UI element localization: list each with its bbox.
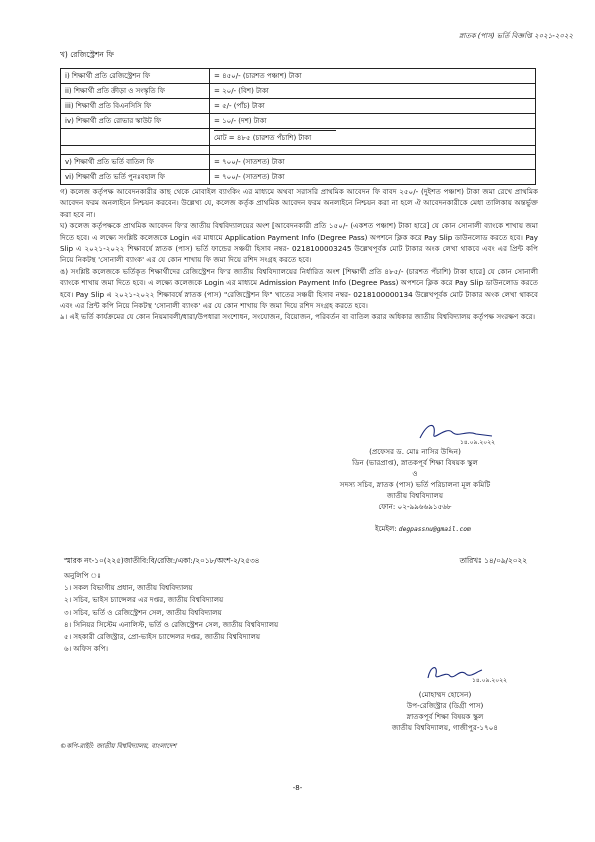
list-item: ৩। সচিব, ভর্তি ও রেজিস্ট্রেশন সেল, জাতীয় বিশ্ববিদ্যালয় <box>64 607 222 617</box>
paragraph-9: ৯। এই ভর্তি কার্যক্রমের যে কোন নিয়মাবলী/ধারা/উপধারা সংশোধন, সংযোজন, বিয়োজন, পরিবর্তন বা বাতিল করার অধিকার জাতীয় বিশ্ববিদ্যালয় কর্তৃপক্ষ সংরক্ষণ করে। <box>60 312 536 322</box>
fee-label: iv) শিক্ষার্থী প্রতি রোভার স্কাউট ফি <box>61 114 210 129</box>
signature-block-1 <box>300 446 530 512</box>
table-row <box>61 146 536 155</box>
signatory-name: (প্রফেসর ড. মোঃ নাসির উদ্দিন) <box>369 447 461 456</box>
fee-total-text: মোট = ৪৮৫ (চারশত পঁচাশি) টাকা <box>214 134 312 142</box>
signatory-org: জাতীয় বিশ্ববিদ্যালয়, গাজীপুর-১৭০৪ <box>391 723 499 732</box>
paragraph-uma: ঙ) সংশ্লিষ্ট কলেজকে ভর্তিকৃত শিক্ষার্থীদের রেজিস্ট্রেশন ফি'র জাতীয় বিশ্ববিদ্যালয়ের নির্ধারিত অংশ [শিক্ষার্থী প্রতি ৪৮৫/- (চারশত পঁচাশি) টাকা হারে] যে কোন সোনালী ব্যাংকে শাখায় জমা দিতে হবে। এ লক্ষ্যে কলেজকে Login এর মাধ্যমে Admission Payment Info (Degree Pass) অপশনে ক্লিক করে Pay Slip ডাউনলোড করতে হবে। Pay Slip এ ২০২১-২০২২ শিক্ষাবর্ষে স্নাতক (পাস) "রেজিস্ট্রেশন ফি" খাতের সঞ্চয়ী হিসাব নম্বর- 0218100000134 উল্লেখপূর্বক মোট টাকার অংক লেখা থাকবে এবং এর প্রিন্ট কপি নিয়ে নিকটস্থ 'সোনালী ব্যাংক' এর যে কোন শাখায় ফি জমা দিয়ে রশিদ সংগ্রহ করতে হবে। <box>60 266 538 311</box>
copies-list <box>64 570 278 655</box>
paragraph-ga: গ) কলেজ কর্তৃপক্ষ আবেদনকারীর কাছ থেকে মোবাইল ব্যাংকিং এর মাধ্যমে অথবা সরাসরি প্রাথমিক আবেদন ফি বাবদ ২৫০/- (দুইশত পঞ্চাশ) টাকা জমা রেখে প্রাথমিক আবেদন ফরম অনলাইনে নিশ্চয়ন করবেন। উল্লেখ্য যে, কলেজ কর্তৃক প্রাথমিক আবেদন ফরম অনলাইনে নিশ্চয়ন করা না হলে ঐ আবেদনকারীকে মেধা তালিকায় অন্তর্ভুক্ত করা হবে না। <box>60 187 538 219</box>
fee-value: = ১০/- (দশ) টাকা <box>210 114 536 129</box>
memo-number: স্মারক নং-১০(২২৫)জাতীবি:বি/রেজি:/একা:/২০১৮/অংশ-২/২৫৩৪ <box>64 556 260 565</box>
fee-label: i) শিক্ষার্থী প্রতি রেজিস্ট্রেশন ফি <box>61 69 210 84</box>
table-row <box>61 99 536 114</box>
table-row <box>61 69 536 84</box>
paragraph-gha: ঘ) কলেজ কর্তৃপক্ষকে প্রাথমিক আবেদন ফি'র জাতীয় বিশ্ববিদ্যালয়ের অংশ [আবেদনকারী প্রতি ১৫০/- (একশত পঞ্চাশ) টাকা হারে] যে কোন সোনালী ব্যাংকে শাখায় জমা দিতে হবে। এ লক্ষ্যে সংশ্লিষ্ট কলেজকে Login এর মাধ্যমে Application Payment Info (Degree Pass) অপশনে ক্লিক করে Pay Slip ডাউনলোড করতে হবে। Pay Slip এ ২০২১-২০২২ শিক্ষাবর্ষে স্নাতক (পাস) ভর্তি ফান্ডের সঞ্চয়ী হিসাব নম্বর- 0218100003245 উল্লেখপূর্বক মোট টাকার অংক লেখা থাকবে এবং এর প্রিন্ট কপি নিয়ে নিকটস্থ 'সোনালী ব্যাংক' এর যে কোন শাখায় ফি জমা দিয়ে রশিদ সংগ্রহ করতে হবে। <box>60 221 538 265</box>
running-header: স্নাতক (পাস) ভর্তি বিজ্ঞপ্তি ২০২১-২০২২ <box>458 32 573 40</box>
list-item: ৫। সহকারী রেজিস্ট্রার, প্রো-ভাইস চ্যান্সেলর দপ্তর, জাতীয় বিশ্ববিদ্যালয় <box>64 632 261 642</box>
fee-label: iii) শিক্ষার্থী প্রতি বিএনসিসি ফি <box>61 99 210 114</box>
fee-value: = ৭০০/- (সাতশত) টাকা <box>210 155 536 170</box>
signature-block-2 <box>360 689 530 733</box>
section-title: খ) রেজিস্ট্রেশন ফি <box>60 50 114 59</box>
list-item: ৬। অফিস কপি। <box>64 644 109 654</box>
fee-total <box>210 129 536 146</box>
signatory-phone: ফোন: ০২-৯৯৬৬৯১৫৬৮ <box>378 502 452 511</box>
fee-table <box>60 68 536 185</box>
signature-1-date: ১৪.০৯.২০২২ <box>460 439 496 446</box>
fee-label: vi) শিক্ষার্থী প্রতি ভর্তি পুনঃবহাল ফি <box>61 170 210 185</box>
signatory-role: সদস্য সচিব, স্নাতক (পাস) ভর্তি পরিচালনা মূল কমিটি <box>339 480 491 489</box>
page-number: -8- <box>292 784 303 792</box>
email-line <box>375 523 471 535</box>
signatory-title: উপ-রেজিস্ট্রার (ডিগ্রী পাস) <box>406 701 484 710</box>
table-row <box>61 155 536 170</box>
list-item: ১। সকল বিভাগীয় প্রধান, জাতীয় বিশ্ববিদ্যালয় <box>64 583 193 593</box>
signatory-conj: ও <box>412 469 418 478</box>
fee-value: = ২০/- (বিশ) টাকা <box>210 84 536 99</box>
table-row <box>61 84 536 99</box>
memo-date: তারিখঃ ১৪/০৯/২০২২ <box>459 556 527 565</box>
email-address[interactable]: degpassnu@gmail.com <box>398 526 471 533</box>
fee-label: v) শিক্ষার্থী প্রতি ভর্তি বাতিল ফি <box>61 155 210 170</box>
signatory-title: ডিন (ভারপ্রাপ্ত), স্নাতকপূর্ব শিক্ষা বিষয়ক স্কুল <box>352 458 478 467</box>
list-item: ৪। সিনিয়র সিস্টেম এনালিস্ট, ভর্তি ও রেজিস্ট্রেশন সেল, জাতীয় বিশ্ববিদ্যালয় <box>64 619 279 629</box>
signatory-name: (মোহাম্মদ হোসেন) <box>418 690 472 699</box>
email-label: ইমেইল: <box>375 525 397 533</box>
signatory-org: জাতীয় বিশ্ববিদ্যালয় <box>386 491 444 500</box>
signatory-school: স্নাতকপূর্ব শিক্ষা বিষয়ক স্কুল <box>406 712 484 721</box>
table-row <box>61 114 536 129</box>
fee-value: = ৪৫০/- (চারশত পঞ্চাশ) টাকা <box>210 69 536 84</box>
fee-label: ii) শিক্ষার্থী প্রতি ক্রীড়া ও সংস্কৃতি ফি <box>61 84 210 99</box>
notice-paragraphs <box>60 186 538 323</box>
list-item: ২। সচিব, ভাইস চ্যান্সেলর এর দপ্তর, জাতীয় বিশ্ববিদ্যালয় <box>64 595 224 605</box>
fee-value: = ৭০০/- (সাতশত) টাকা <box>210 170 536 185</box>
table-row <box>61 170 536 185</box>
signature-2-date: ১৪.০৯.২০২২ <box>472 677 508 684</box>
copies-heading: অনুলিপি ঃ <box>64 571 101 580</box>
copyright-note: ©কপি-রাইট: জাতীয় বিশ্ববিদ্যালয়, বাংলাদেশ <box>60 742 177 750</box>
fee-value: = ৫/- (পাঁচ) টাকা <box>210 99 536 114</box>
table-row <box>61 129 536 146</box>
total-rule <box>214 130 336 131</box>
